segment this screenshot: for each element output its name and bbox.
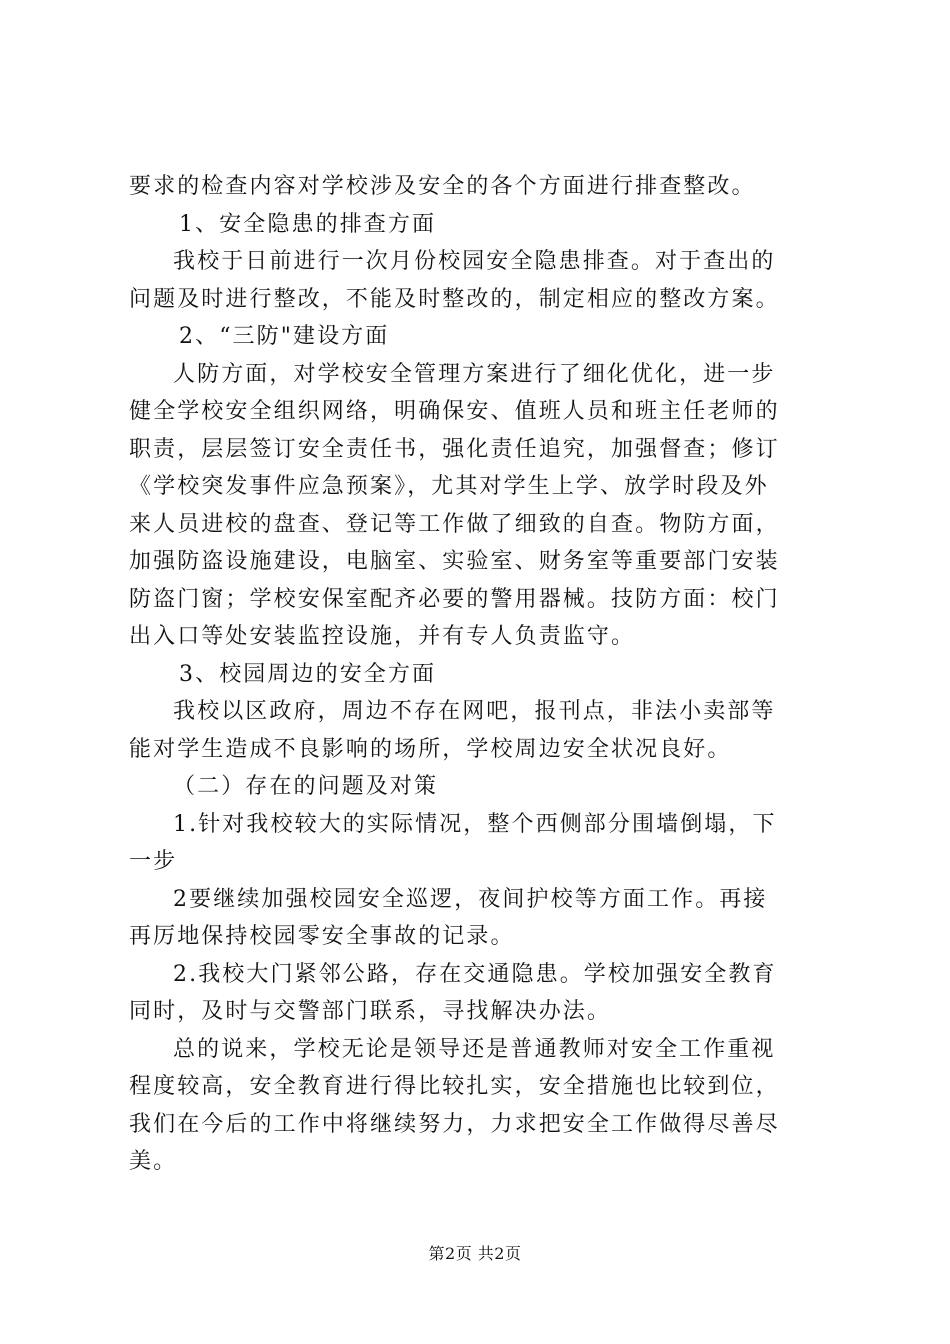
text-line: 来人员进校的盘查、登记等工作做了细致的自查。物防方面， bbox=[129, 511, 780, 537]
text-line: 美。 bbox=[129, 1149, 178, 1174]
text-line: 防盗门窗；学校安保室配齐必要的警用器械。技防方面：校门 bbox=[129, 586, 780, 612]
text-line: 健全学校安全组织网络，明确保安、值班人员和班主任老师的 bbox=[129, 399, 780, 424]
text-line: 人防方面，对学校安全管理方案进行了细化优化，进一步 bbox=[173, 361, 776, 387]
text-line: 再厉地保持校园零安全事故的记录。 bbox=[129, 924, 515, 949]
text-line: 2要继续加强校园安全巡逻，夜间护校等方面工作。再接 bbox=[173, 886, 768, 912]
text-line: 我校于日前进行一次月份校园安全隐患排查。对于查出的 bbox=[173, 249, 776, 274]
text-line: 《学校突发事件应急预案》，尤其对学生上学、放学时段及外 bbox=[129, 474, 769, 499]
text-line: 要求的检查内容对学校涉及安全的各个方面进行排查整改。 bbox=[129, 174, 756, 199]
page-footer: 第2页 共2页 bbox=[428, 1244, 522, 1263]
text-line: 总的说来，学校无论是领导还是普通教师对安全工作重视 bbox=[173, 1036, 776, 1062]
section-heading: 3、校园周边的安全方面 bbox=[179, 661, 437, 687]
text-line: 一步 bbox=[129, 849, 178, 874]
text-line: 1.针对我校较大的实际情况，整个西侧部分围墙倒塌，下 bbox=[173, 811, 777, 837]
section-heading: 2、“三防"建设方面 bbox=[179, 324, 390, 349]
section-heading: （二）存在的问题及对策 bbox=[173, 774, 439, 799]
text-line: 能对学生造成不良影响的场所，学校周边安全状况良好。 bbox=[129, 736, 732, 762]
text-line: 出入口等处安装监控设施，并有专人负责监守。 bbox=[129, 624, 636, 649]
text-line: 2.我校大门紧邻公路，存在交通隐患。学校加强安全教育 bbox=[173, 961, 777, 987]
text-line: 我们在今后的工作中将继续努力，力求把安全工作做得尽善尽 bbox=[129, 1111, 780, 1137]
text-line: 加强防盗设施建设，电脑室、实验室、财务室等重要部门安装 bbox=[129, 549, 780, 574]
text-line: 我校以区政府，周边不存在网吧，报刊点，非法小卖部等 bbox=[173, 699, 776, 724]
text-line: 程度较高，安全教育进行得比较扎实，安全措施也比较到位， bbox=[129, 1074, 780, 1099]
text-line: 职责，层层签订安全责任书，强化责任追究，加强督查；修订 bbox=[129, 436, 780, 462]
text-line: 同时，及时与交警部门联系，寻找解决办法。 bbox=[129, 999, 612, 1024]
section-heading: 1、安全隐患的排查方面 bbox=[179, 211, 437, 237]
document-body bbox=[129, 168, 829, 1181]
text-line: 问题及时进行整改，不能及时整改的，制定相应的整改方案。 bbox=[129, 286, 780, 312]
